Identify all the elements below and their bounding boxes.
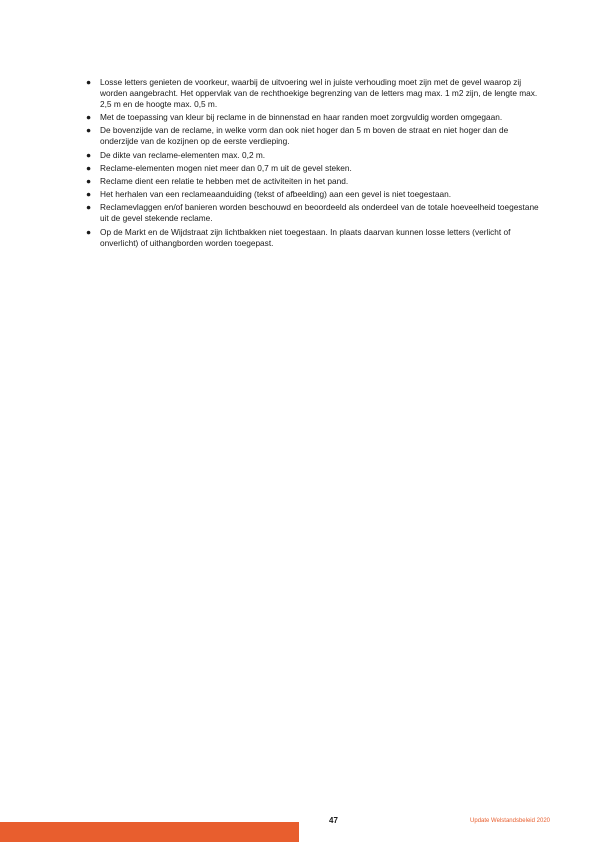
- footer-accent-bar: [0, 822, 299, 842]
- list-item-text: Op de Markt en de Wijdstraat zijn lichtbakken niet toegestaan. In plaats daarvan kunnen losse letters (verlicht of onverlicht) of uithangborden worden toegepast.: [100, 226, 511, 248]
- list-item: [84, 77, 544, 110]
- bullet-icon: ●: [86, 226, 92, 237]
- list-item: [84, 125, 544, 147]
- list-item: [84, 150, 544, 161]
- list-item: [84, 176, 544, 187]
- list-item-text: Reclame dient een relatie te hebben met de activiteiten in het pand.: [100, 175, 349, 186]
- list-item: [84, 112, 544, 123]
- footer-document-title: Update Welstandsbeleid 2020: [470, 818, 550, 824]
- list-item-text: Het herhalen van een reclameaanduiding (tekst of afbeelding) aan een gevel is niet toegestaan.: [100, 189, 452, 200]
- list-item-text: Losse letters genieten de voorkeur, waarbij de uitvoering wel in juiste verhouding moet zijn met de gevel waarop zij worden aangebracht. Het oppervlak van de rechthoekige begrenzing van de letters mag max. 1 m2 zijn, de lengte max. 2,5 m en de hoogte max. 0,5 m.: [100, 77, 538, 109]
- list-item-text: Met de toepassing van kleur bij reclame in de binnenstad en haar randen moet zorgvuldig worden omgegaan.: [100, 112, 503, 123]
- bullet-icon: ●: [86, 112, 92, 123]
- rules-list: [84, 77, 544, 249]
- rules-section: [84, 77, 544, 251]
- list-item: [84, 202, 544, 224]
- list-item-text: Reclamevlaggen en/of banieren worden beschouwd en beoordeeld als onderdeel van de totale hoeveelheid toegestane uit de gevel stekende reclame.: [100, 202, 539, 224]
- bullet-icon: ●: [86, 202, 92, 213]
- list-item: [84, 189, 544, 200]
- bullet-icon: ●: [86, 77, 92, 87]
- bullet-icon: ●: [86, 189, 92, 200]
- page-number: 47: [329, 816, 338, 825]
- list-item-text: De dikte van reclame-elementen max. 0,2 m.: [100, 149, 266, 160]
- list-item: [84, 163, 544, 174]
- list-item-text: Reclame-elementen mogen niet meer dan 0,7 m uit de gevel steken.: [100, 162, 352, 173]
- bullet-icon: ●: [86, 175, 92, 186]
- bullet-icon: ●: [86, 125, 92, 136]
- bullet-icon: ●: [86, 162, 92, 173]
- list-item: [84, 227, 544, 249]
- bullet-icon: ●: [86, 149, 92, 160]
- list-item-text: De bovenzijde van de reclame, in welke vorm dan ook niet hoger dan 5 m boven de straat en niet hoger dan de onderzijde van de kozijnen op de eerste verdieping.: [100, 125, 509, 147]
